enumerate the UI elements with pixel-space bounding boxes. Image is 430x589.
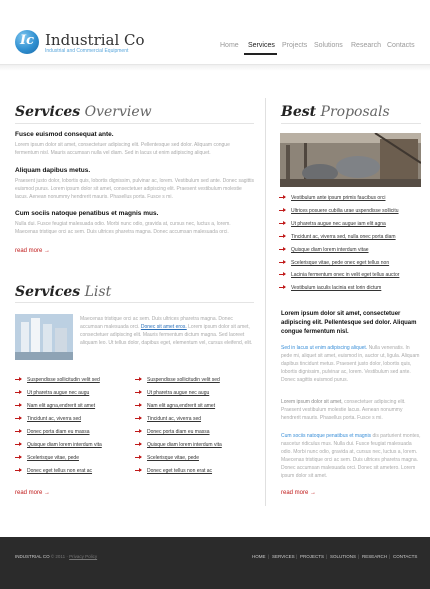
footer-nav-services[interactable]: SERVICES bbox=[272, 554, 295, 559]
footer-separator: | bbox=[268, 554, 270, 559]
heading-rule bbox=[15, 123, 254, 124]
proposal-item[interactable]: Scelerisque vitae, pede onec eget tellus non bbox=[291, 260, 390, 266]
services-list-readmore-link[interactable]: read more → bbox=[15, 490, 51, 496]
service-col1-item[interactable]: Quisque diam lorem interdum vita bbox=[27, 442, 102, 448]
services-overview-heading: Services Overview bbox=[15, 104, 152, 120]
towers-illustration bbox=[15, 314, 73, 360]
header-shadow bbox=[0, 65, 430, 71]
column-divider bbox=[265, 98, 266, 506]
services-list-heading: Services List bbox=[15, 284, 112, 300]
proposal-item[interactable]: Lacinia fermentum onec in velit eget tellus auctor bbox=[291, 272, 400, 278]
service-col1-item[interactable]: Nam elit agna,endrerit sit amet bbox=[27, 403, 96, 409]
service-col1-item[interactable]: Suspendisse sollicitudin velit sed bbox=[27, 377, 100, 383]
towers-photo bbox=[15, 314, 73, 360]
overview-text-2: Praesent justo dolor, lobortis quis, lobortis dignissim, pulvinar ac, lorem. Vestibulum sed ante. Donec sagittis euismod purus. Lorem ipsum dolor sit amet, consectetuer adipiscing elit. Praesent vestibulum molestie lacus. Aenean nonummy hendrerit mauris. Phasellus porta. Fusce s mi. bbox=[15, 178, 255, 200]
overview-title-3: Cum sociis natoque penatibus et magnis mus. bbox=[15, 210, 159, 217]
service-col2-item[interactable]: Scelerisque vitae, pede bbox=[147, 455, 199, 461]
footer-nav-solutions[interactable]: SOLUTIONS bbox=[330, 554, 357, 559]
logo-icon[interactable] bbox=[15, 30, 39, 54]
service-col2-item[interactable]: Donec porta diam eu massa bbox=[147, 429, 210, 435]
nav-home[interactable]: Home bbox=[220, 42, 239, 49]
overview-text-3: Nulla dui. Fusce feugiat malesuada odio. Morbi nunc odio, gravida at, cursus nec, luctus a, lorem. Maecenas tristique orci ac sem. Duis ultrices pharetra magna. Donec accumsan malesuada orci. bbox=[15, 221, 231, 235]
logo-mark-text: Ic bbox=[20, 33, 34, 48]
footer-separator: | bbox=[358, 554, 360, 559]
footer-copyright bbox=[15, 554, 97, 559]
nav-projects[interactable]: Projects bbox=[282, 42, 308, 49]
footer-brand: INDUSTRIAL CO bbox=[15, 554, 50, 559]
proposals-paragraph-1: Sed in lacus ut enim adipiscing aliquet. Nulla venenatis. In pede mi, aliquet sit amet, euismod in, auctor ut, ligula. Aliquam dapibus tincidunt metus. Praesent justo dolor, lobortis quis, lobortis dignissim, pulvinar ac, lorem. Vestibulum sed ante. Donec sagittis euismod purus. bbox=[281, 345, 420, 383]
service-col2-item[interactable]: Quisque diam lorem interdum vita bbox=[147, 442, 222, 448]
best-proposals-heading: Best Proposals bbox=[281, 104, 390, 120]
service-col2-item[interactable]: Tincidunt ac, viverra sed bbox=[147, 416, 202, 422]
service-col2-item[interactable]: Donec eget tellus non erat ac bbox=[147, 468, 213, 474]
service-col1-item[interactable]: Donec porta diam eu massa bbox=[27, 429, 90, 435]
factory-photo bbox=[280, 133, 421, 187]
service-col1-item[interactable]: Tincidunt ac, viverra sed bbox=[27, 416, 82, 422]
proposals-paragraph-3: Cum sociis natoque penatibus et magnis dis parturient montes, nascetur ridiculus mus. Nulla dui. Fusce feugiat malesuada odio. Morbi nunc odio, gravida at, cursus nec, luctus a, lorem. Maecenas tristique orci ac sem. Duis ultrices pharetra magna. Donec accumsan malesuada orci. Donec sit ametero. Lorem ipsum dolor sit amet. bbox=[281, 433, 421, 479]
privacy-policy-link[interactable]: Privacy Policy bbox=[69, 554, 98, 559]
proposals-intro: Lorem ipsum dolor sit amet, consectetuer adipiscing elit. Pellentesque sed dolor. Aliquam congue fermentum nisl. bbox=[281, 311, 417, 335]
service-col2-item[interactable]: Suspendisse sollicitudin velit sed bbox=[147, 377, 220, 383]
proposal-item[interactable]: Ultrices posuere cubilia urae uspendisse sollicitu bbox=[291, 208, 399, 214]
proposal-item[interactable]: Vestibulum iaculis lacinia est lorin dictum bbox=[291, 285, 382, 291]
proposal-item[interactable]: Vestibulum ante ipsum primis faucibus orci bbox=[291, 195, 386, 201]
nav-active-indicator bbox=[244, 53, 277, 55]
nav-contacts[interactable]: Contacts bbox=[387, 42, 415, 49]
service-col2-item[interactable]: Ut pharetra augue nec augu bbox=[147, 390, 210, 396]
overview-readmore-link[interactable]: read more → bbox=[15, 248, 51, 254]
overview-text-1: Lorem ipsum dolor sit amet, consectetuer adipiscing elit. Pellentesque sed dolor. Aliquam congue fermentum nisl. Mauris accumsan nulla vel diam. Sed in lacus ut enim adipiscing aliquet. bbox=[15, 142, 230, 156]
footer-nav-research[interactable]: RESEARCH bbox=[362, 554, 388, 559]
footer bbox=[0, 537, 430, 589]
services-list-intro: Maecenas tristique orci ac sem. Duis ultrices pharetra magna. Donec accumsan malesuada orci. Donec sit amet eros. Lorem ipsum dolor sit amet, consectetuer adipiscing elit. Mauris fermentum dictum magna. Sed laoreet aliquam leo. Ut tellus dolor, dapibus eget, elementum vel, cursus eleifend, elit. bbox=[80, 316, 253, 346]
nav-research[interactable]: Research bbox=[351, 42, 381, 49]
footer-separator: | bbox=[326, 554, 328, 559]
footer-nav-contacts[interactable]: CONTACTS bbox=[393, 554, 418, 559]
service-col2-item[interactable]: Nam elit agna,endrerit sit amet bbox=[147, 403, 216, 409]
overview-title-2: Aliquam dapibus metus. bbox=[15, 167, 91, 174]
intro-link[interactable]: Donec sit amet eros. bbox=[140, 324, 187, 330]
nav-services[interactable]: Services bbox=[248, 42, 275, 49]
heading-rule bbox=[281, 123, 421, 124]
heading-rule bbox=[15, 302, 254, 303]
factory-illustration bbox=[280, 133, 421, 187]
logo-title[interactable]: Industrial Co bbox=[45, 31, 145, 49]
footer-separator: | bbox=[296, 554, 298, 559]
proposal-item[interactable]: Quisque diam lorem interdum vitae bbox=[291, 247, 369, 253]
proposals-paragraph-2: Lorem ipsum dolor sit amet, consectetuer adipiscing elit. Praesent vestibulum molestie lacus. Aenean nonummy hendrerit mauris. Phasellus porta. Fusce s mi. bbox=[281, 399, 406, 421]
service-col1-item[interactable]: Scelerisque vitae, pede bbox=[27, 455, 79, 461]
footer-nav-projects[interactable]: PROJECTS bbox=[300, 554, 325, 559]
footer-separator: | bbox=[389, 554, 391, 559]
service-col1-item[interactable]: Donec eget tellus non erat ac bbox=[27, 468, 93, 474]
logo-subtitle: Industrial and Commercial Equipment bbox=[45, 48, 129, 54]
proposal-item[interactable]: Tincidunt ac, viverra sed, nulla onec porta diam bbox=[291, 234, 396, 240]
overview-title-1: Fusce euismod consequat ante. bbox=[15, 131, 114, 138]
nav-solutions[interactable]: Solutions bbox=[314, 42, 343, 49]
service-col1-item[interactable]: Ut pharetra augue nec augu bbox=[27, 390, 90, 396]
footer-nav-home[interactable]: HOME bbox=[252, 554, 266, 559]
proposal-item[interactable]: Ut pharetra augue nec augue iam elit agna bbox=[291, 221, 386, 227]
footer-copy-text: © 2011 · bbox=[50, 554, 68, 559]
proposals-readmore-link[interactable]: read more → bbox=[281, 490, 317, 496]
